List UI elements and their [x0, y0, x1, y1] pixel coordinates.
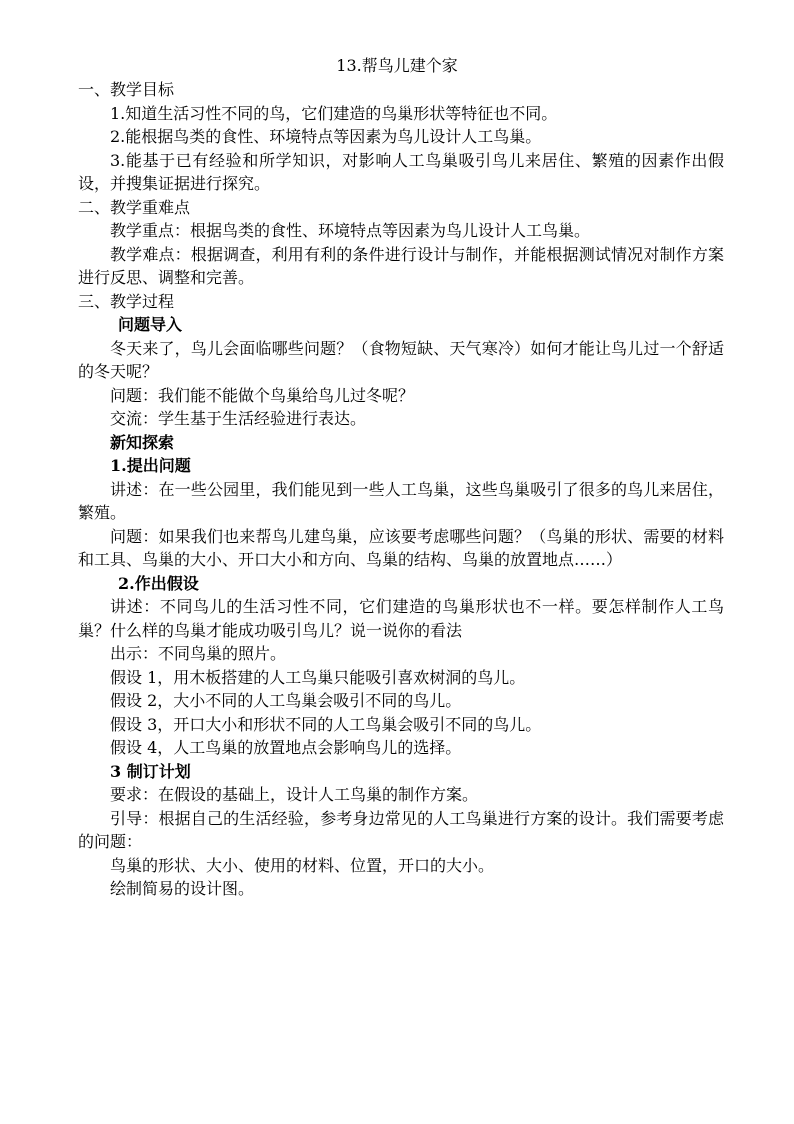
paragraph: 冬天来了，鸟儿会面临哪些问题？（食物短缺、天气寒冷）如何才能让鸟儿过一个舒适的冬天呢？: [78, 338, 724, 381]
document-body: [78, 78, 724, 901]
objective-1: 1.知道生活习性不同的鸟，它们建造的鸟巢形状等特征也不同。: [110, 103, 558, 123]
step-heading-1: 1.提出问题: [110, 456, 191, 475]
hypothesis-3: 假设 3，开口大小和形状不同的人工鸟巢会吸引不同的鸟儿。: [110, 714, 542, 734]
objective-2: 2.能根据鸟类的食性、环境特点等因素为鸟儿设计人工鸟巢。: [110, 127, 542, 146]
page-title: 13.帮鸟儿建个家: [336, 56, 458, 75]
paragraph: 问题：如果我们也来帮鸟儿建鸟巢，应该要考虑哪些问题？（鸟巢的形状、需要的材料和工具、鸟巢的大小、开口大小和方向、鸟巢的结构、鸟巢的放置地点……）: [78, 526, 724, 569]
hypothesis-1: 假设 1，用木板搭建的人工鸟巢只能吸引喜欢树洞的鸟儿。: [110, 667, 526, 687]
key-point: 教学重点：根据鸟类的食性、环境特点等因素为鸟儿设计人工鸟巢。: [110, 221, 591, 240]
subheading-introduction: 问题导入: [118, 315, 183, 334]
subheading-new-knowledge: 新知探索: [110, 432, 175, 452]
paragraph: 引导：根据自己的生活经验，参考身边常见的人工鸟巢进行方案的设计。我们需要考虑的问题：: [78, 808, 724, 851]
hypothesis-2: 假设 2，大小不同的人工鸟巢会吸引不同的鸟儿。: [110, 691, 462, 710]
paragraph: 鸟巢的形状、大小、使用的材料、位置，开口的大小。: [110, 855, 495, 875]
paragraph: 讲述：在一些公园里，我们能见到一些人工鸟巢，这些鸟巢吸引了很多的鸟儿来居住，繁殖。: [78, 479, 724, 522]
step-heading-2: 2.作出假设: [118, 573, 199, 593]
paragraph: 绘制简易的设计图。: [110, 879, 255, 898]
difficult-point: 教学难点：根据调查，利用有利的条件进行设计与制作，并能根据测试情况对制作方案进行反思、调整和完善。: [78, 244, 724, 287]
paragraph: 问题：我们能不能做个鸟巢给鸟儿过冬呢？: [110, 385, 415, 405]
objective-3: 3.能基于已有经验和所学知识，对影响人工鸟巢吸引鸟儿来居住、繁殖的因素作出假设，并搜集证据进行探究。: [78, 150, 724, 193]
paragraph: 交流：学生基于生活经验进行表达。: [110, 409, 367, 428]
section-heading-objectives: 一、教学目标: [78, 80, 175, 99]
section-heading-process: 三、教学过程: [78, 291, 175, 311]
paragraph: 出示：不同鸟巢的照片。: [110, 644, 287, 663]
paragraph: 讲述：不同鸟儿的生活习性不同，它们建造的鸟巢形状也不一样。要怎样制作人工鸟巢？什么样的鸟巢才能成功吸引鸟儿？说一说你的看法: [78, 597, 724, 640]
hypothesis-4: 假设 4，人工鸟巢的放置地点会影响鸟儿的选择。: [110, 738, 462, 757]
paragraph: 要求：在假设的基础上，设计人工鸟巢的制作方案。: [110, 785, 479, 804]
section-heading-key-points: 二、教学重难点: [78, 197, 191, 217]
step-heading-3: 3 制订计划: [110, 761, 191, 781]
